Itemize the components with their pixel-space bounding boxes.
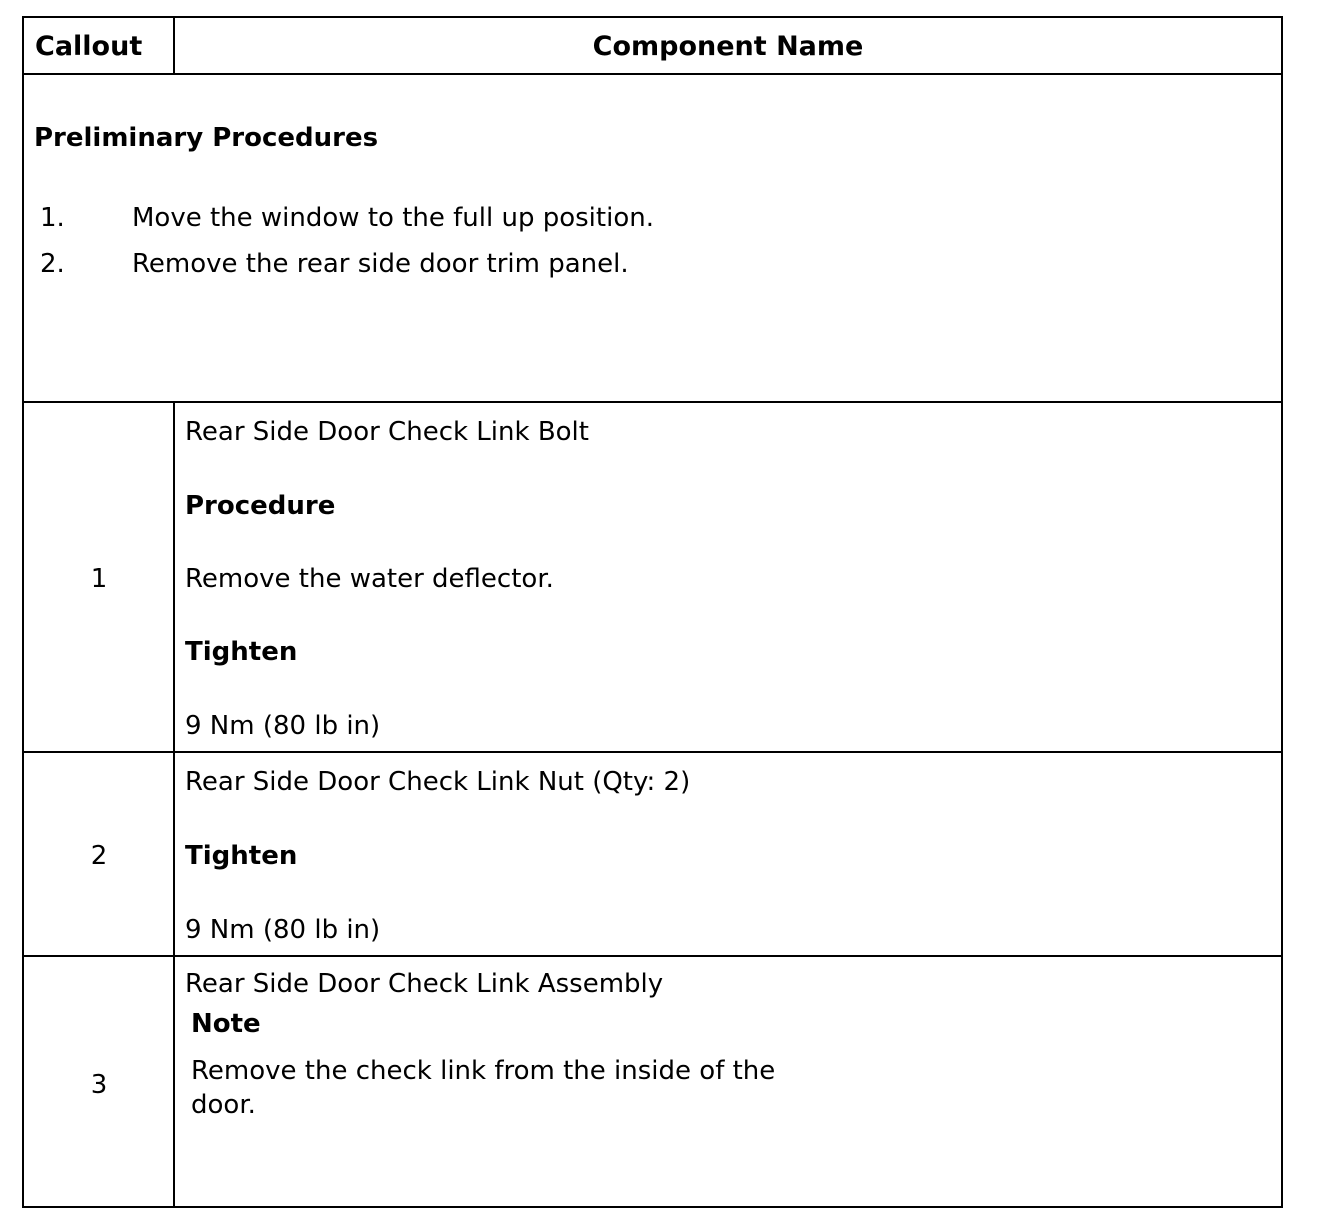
row1-callout: 1 [90, 564, 108, 594]
row2-callout: 2 [90, 841, 108, 871]
row3-note-label: Note [191, 1009, 261, 1039]
row2-component-name: Rear Side Door Check Link Nut (Qty: 2) [185, 767, 691, 797]
prelim-step-2-number: 2. [40, 249, 65, 279]
row3-note-line-2: door. [191, 1090, 256, 1120]
row1-procedure-text: Remove the water deflector. [185, 564, 554, 594]
prelim-step-2-text: Remove the rear side door trim panel. [132, 249, 629, 279]
row1-torque: 9 Nm (80 lb in) [185, 711, 381, 741]
row2-torque: 9 Nm (80 lb in) [185, 915, 381, 945]
header-divider [24, 73, 1281, 75]
preliminary-title: Preliminary Procedures [34, 123, 379, 153]
row1-tighten-label: Tighten [185, 637, 298, 667]
row2-tighten-label: Tighten [185, 841, 298, 871]
row2-divider [24, 955, 1281, 957]
header-callout: Callout [35, 31, 143, 62]
prelim-step-1-text: Move the window to the full up position. [132, 203, 654, 233]
row1-divider [24, 751, 1281, 753]
row1-procedure-label: Procedure [185, 491, 336, 521]
row3-note-line-1: Remove the check link from the inside of the [191, 1056, 776, 1086]
preliminary-divider [24, 401, 1281, 403]
procedure-table [22, 16, 1283, 1208]
row3-callout: 3 [90, 1070, 108, 1100]
row3-component-name: Rear Side Door Check Link Assembly [185, 969, 664, 999]
row1-component-name: Rear Side Door Check Link Bolt [185, 417, 589, 447]
header-component-name: Component Name [592, 31, 864, 62]
prelim-step-1-number: 1. [40, 203, 65, 233]
